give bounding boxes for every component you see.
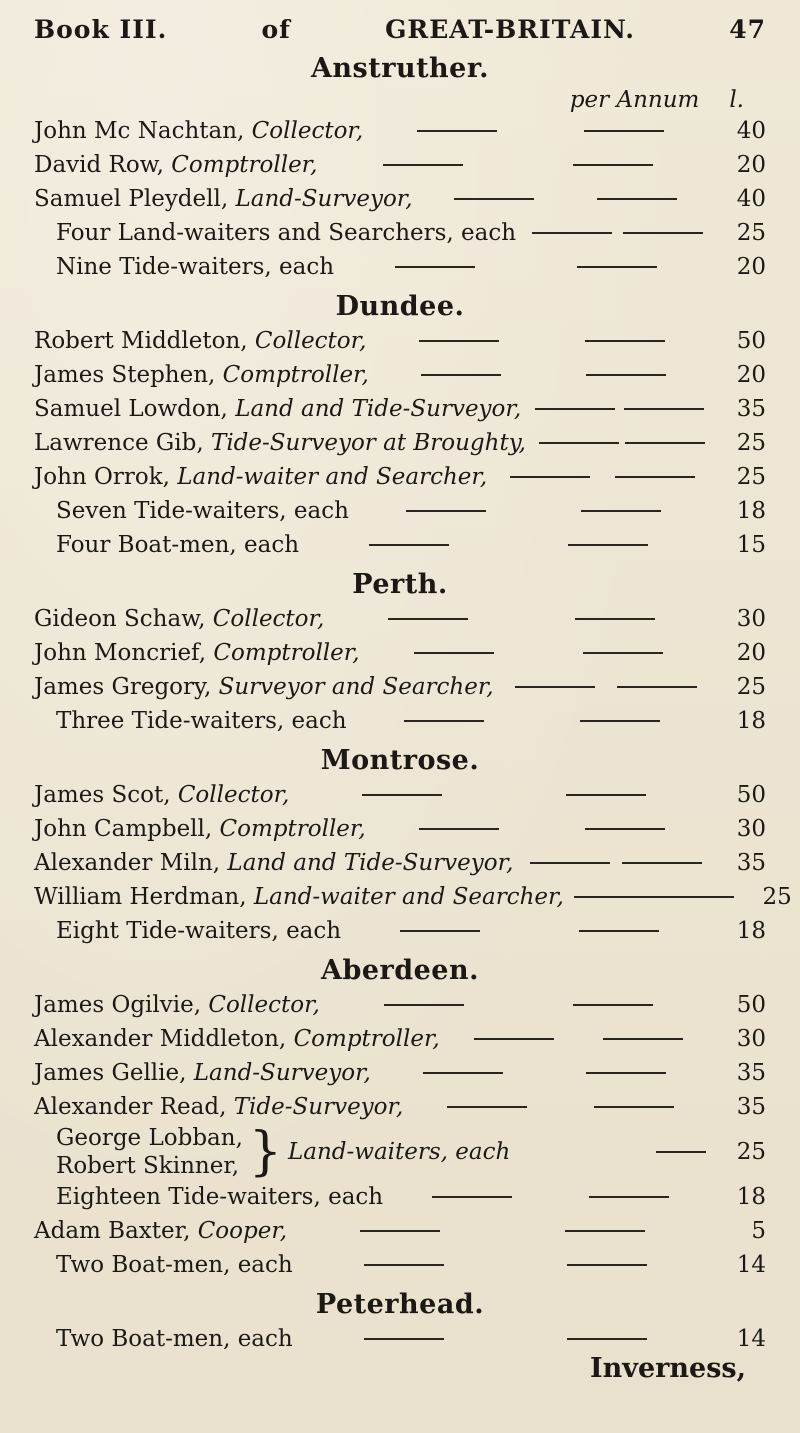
header-title: GREAT-BRITAIN. xyxy=(385,15,636,44)
leader-dashes xyxy=(341,930,718,932)
leader-dashes xyxy=(324,618,718,620)
office-title: Collector, xyxy=(254,328,367,354)
entry-name xyxy=(34,148,317,182)
entry-name xyxy=(56,528,299,562)
office-title: Collector, xyxy=(177,782,290,808)
entry-row xyxy=(34,1180,766,1214)
entry-row xyxy=(34,670,766,704)
person-name: Robert Middleton, xyxy=(34,328,248,354)
leader-dashes xyxy=(494,686,718,688)
person-name: John Mc Nachtan, xyxy=(34,118,245,144)
amount: 35 xyxy=(736,1094,766,1120)
leader-dashes xyxy=(320,1004,718,1006)
entry-name xyxy=(34,1214,287,1248)
town-heading: Aberdeen. xyxy=(321,955,479,986)
entry-name xyxy=(34,880,564,914)
amount: 25 xyxy=(736,674,766,700)
entry-name xyxy=(34,114,363,148)
catchword: Inverness, xyxy=(590,1353,746,1384)
person-name: Seven Tide-waiters, each xyxy=(56,498,349,524)
entry-name xyxy=(34,358,369,392)
office-title: Cooper, xyxy=(197,1218,288,1244)
town-section xyxy=(34,744,792,948)
amount: 25 xyxy=(736,220,766,246)
person-name: Four Land-waiters and Searchers, each xyxy=(56,220,517,246)
amount: 35 xyxy=(736,396,766,422)
entry-name xyxy=(56,1180,383,1214)
entry-row xyxy=(34,988,766,1022)
leader-dashes xyxy=(347,720,718,722)
person-name: Samuel Pleydell, xyxy=(34,186,229,212)
entry-row xyxy=(34,914,766,948)
entry-name xyxy=(56,494,349,528)
entry-name xyxy=(56,704,347,738)
entry-row xyxy=(34,1022,766,1056)
entry-row xyxy=(34,636,766,670)
running-header xyxy=(34,14,766,46)
person-name: Lawrence Gib, xyxy=(34,430,204,456)
leader-dashes xyxy=(516,232,718,234)
person-name: Alexander Read, xyxy=(34,1094,227,1120)
entry-name xyxy=(34,1022,440,1056)
leader-dashes xyxy=(513,862,718,864)
entry-row xyxy=(34,602,766,636)
amount: 30 xyxy=(736,816,766,842)
header-of: of xyxy=(261,15,291,44)
entry-name xyxy=(34,670,494,704)
amount: 20 xyxy=(736,362,766,388)
entry-row xyxy=(34,358,766,392)
leader-dashes xyxy=(366,828,718,830)
entry-name xyxy=(34,846,513,880)
town-heading: Anstruther. xyxy=(310,53,490,84)
entry-row xyxy=(34,846,766,880)
per-annum-label: per Annum xyxy=(569,87,700,113)
office-title: Surveyor and Searcher, xyxy=(218,674,494,700)
entry-row xyxy=(34,1248,766,1282)
office-title: Comptroller, xyxy=(219,816,366,842)
amount: 30 xyxy=(736,1026,766,1052)
amount: 18 xyxy=(736,708,766,734)
town-heading: Dundee. xyxy=(335,291,465,322)
amount: 18 xyxy=(736,918,766,944)
leader-dashes xyxy=(564,896,744,898)
person-name: Robert Skinner, xyxy=(56,1153,240,1179)
person-name: Samuel Lowdon, xyxy=(34,396,228,422)
leader-dashes xyxy=(334,266,718,268)
entry-name xyxy=(34,392,521,426)
leader-dashes xyxy=(363,130,718,132)
office-title: Comptroller, xyxy=(171,152,318,178)
leader-dashes xyxy=(526,442,718,444)
person-name: James Stephen, xyxy=(34,362,216,388)
person-name: William Herdman, xyxy=(34,884,247,910)
leader-dashes xyxy=(369,374,718,376)
entry-row xyxy=(34,1322,766,1356)
entry-row xyxy=(34,778,766,812)
amount: 40 xyxy=(736,186,766,212)
amount: 50 xyxy=(736,992,766,1018)
person-name: John Orrok, xyxy=(34,464,170,490)
person-name: Adam Baxter, xyxy=(34,1218,191,1244)
entry-row xyxy=(34,460,766,494)
entry-name xyxy=(34,426,526,460)
office-title: Land-waiter and Searcher, xyxy=(253,884,564,910)
leader-dashes xyxy=(293,1264,718,1266)
person-name: Alexander Miln, xyxy=(34,850,221,876)
office-title: Comptroller, xyxy=(213,640,360,666)
person-name: James Scot, xyxy=(34,782,171,808)
leader-dashes xyxy=(287,1230,718,1232)
leader-dashes xyxy=(293,1338,718,1340)
per-annum-heading xyxy=(34,86,766,114)
person-name: Eight Tide-waiters, each xyxy=(56,918,342,944)
leader-dashes xyxy=(317,164,718,166)
person-name: James Gregory, xyxy=(34,674,212,700)
entry-row xyxy=(34,392,766,426)
entry-row xyxy=(34,250,766,284)
entry-row xyxy=(34,182,766,216)
leader-dashes xyxy=(383,1196,718,1198)
page-number: 47 xyxy=(729,15,766,44)
entry-name xyxy=(56,1248,293,1282)
amount: 20 xyxy=(736,152,766,178)
amount: 20 xyxy=(736,640,766,666)
town-section xyxy=(34,290,766,562)
entry-row xyxy=(34,426,766,460)
brace-glyph: } xyxy=(248,1122,282,1182)
amount: 35 xyxy=(736,1060,766,1086)
entry-name xyxy=(34,636,360,670)
amount: 25 xyxy=(736,464,766,490)
person-name: James Ogilvie, xyxy=(34,992,202,1018)
entry-row xyxy=(34,216,766,250)
office-title: Land-waiters, each xyxy=(287,1139,511,1165)
office-title: Comptroller, xyxy=(222,362,369,388)
amount: 50 xyxy=(736,782,766,808)
person-name: John Moncrief, xyxy=(34,640,207,666)
amount: 5 xyxy=(751,1218,766,1244)
person-name: George Lobban, xyxy=(56,1125,243,1151)
entry-name xyxy=(34,1056,371,1090)
establishment-list xyxy=(34,52,792,1356)
town-section xyxy=(34,568,766,738)
amount: 18 xyxy=(736,498,766,524)
amount: 35 xyxy=(736,850,766,876)
entry-row xyxy=(34,324,766,358)
person-name: Three Tide-waiters, each xyxy=(56,708,347,734)
entry-name xyxy=(34,182,413,216)
amount: 14 xyxy=(736,1326,766,1352)
entry-name xyxy=(56,914,341,948)
entry-name xyxy=(34,988,320,1022)
person-name: John Campbell, xyxy=(34,816,213,842)
town-section xyxy=(34,1288,766,1356)
amount: 30 xyxy=(736,606,766,632)
entry-row xyxy=(34,1056,766,1090)
office-title: Collector, xyxy=(251,118,364,144)
entry-name xyxy=(34,324,366,358)
entry-row xyxy=(34,114,766,148)
leader-dashes xyxy=(299,544,718,546)
entry-row xyxy=(34,148,766,182)
office-title: Land and Tide-Surveyor, xyxy=(235,396,522,422)
town-section xyxy=(34,52,766,284)
town-section xyxy=(34,954,766,1282)
town-heading: Montrose. xyxy=(320,745,480,776)
person-name: Two Boat-men, each xyxy=(56,1326,293,1352)
entry-row xyxy=(34,1214,766,1248)
town-heading: Peterhead. xyxy=(315,1289,485,1320)
entry-name xyxy=(34,460,487,494)
entry-name xyxy=(34,1090,403,1124)
entry-row xyxy=(34,494,766,528)
leader-dashes xyxy=(487,476,718,478)
amount: 15 xyxy=(736,532,766,558)
office-title: Comptroller, xyxy=(293,1026,440,1052)
office-title: Collector, xyxy=(208,992,320,1018)
amount: 40 xyxy=(736,118,766,144)
person-name: Gideon Schaw, xyxy=(34,606,206,632)
amount: 50 xyxy=(736,328,766,354)
person-name: David Row, xyxy=(34,152,164,178)
entry-name xyxy=(34,778,289,812)
leader-dashes xyxy=(413,198,718,200)
office-title: Land and Tide-Surveyor, xyxy=(227,850,514,876)
person-name: Four Boat-men, each xyxy=(56,532,300,558)
entry-row xyxy=(34,812,766,846)
office-title: Land-Surveyor, xyxy=(193,1060,371,1086)
person-name: Two Boat-men, each xyxy=(56,1252,293,1278)
entry-row xyxy=(34,880,792,914)
amount: 20 xyxy=(736,254,766,280)
leader-dashes xyxy=(521,408,718,410)
leader-dashes xyxy=(289,794,718,796)
entry-name xyxy=(56,1322,293,1356)
leader-dashes xyxy=(403,1106,718,1108)
leader-dashes xyxy=(366,340,718,342)
entry-name xyxy=(56,250,334,284)
person-name: Eighteen Tide-waiters, each xyxy=(56,1184,384,1210)
office-title: Tide-Surveyor at Broughty, xyxy=(210,430,526,456)
entry-row xyxy=(34,1090,766,1124)
office-title: Land-Surveyor, xyxy=(235,186,413,212)
amount: 18 xyxy=(736,1184,766,1210)
amount: 25 xyxy=(736,1139,766,1165)
book-label: Book III. xyxy=(34,15,168,44)
amount: 25 xyxy=(762,884,792,910)
entry-row xyxy=(34,528,766,562)
amount: 25 xyxy=(736,430,766,456)
entry-name xyxy=(34,812,366,846)
currency-unit: l. xyxy=(729,87,744,113)
leader-dashes xyxy=(510,1151,718,1153)
person-name: Alexander Middleton, xyxy=(34,1026,287,1052)
braced-entry xyxy=(34,1124,766,1180)
office-title: Collector, xyxy=(212,606,325,632)
leader-dashes xyxy=(360,652,718,654)
entry-name xyxy=(34,602,324,636)
entry-row xyxy=(34,704,766,738)
leader-dashes xyxy=(440,1038,718,1040)
person-name: Nine Tide-waiters, each xyxy=(56,254,335,280)
leader-dashes xyxy=(371,1072,718,1074)
entry-name xyxy=(56,216,516,250)
person-name: James Gellie, xyxy=(34,1060,187,1086)
amount: 14 xyxy=(736,1252,766,1278)
office-title: Land-waiter and Searcher, xyxy=(177,464,488,490)
town-heading: Perth. xyxy=(352,569,448,600)
leader-dashes xyxy=(349,510,718,512)
office-title: Tide-Surveyor, xyxy=(233,1094,404,1120)
